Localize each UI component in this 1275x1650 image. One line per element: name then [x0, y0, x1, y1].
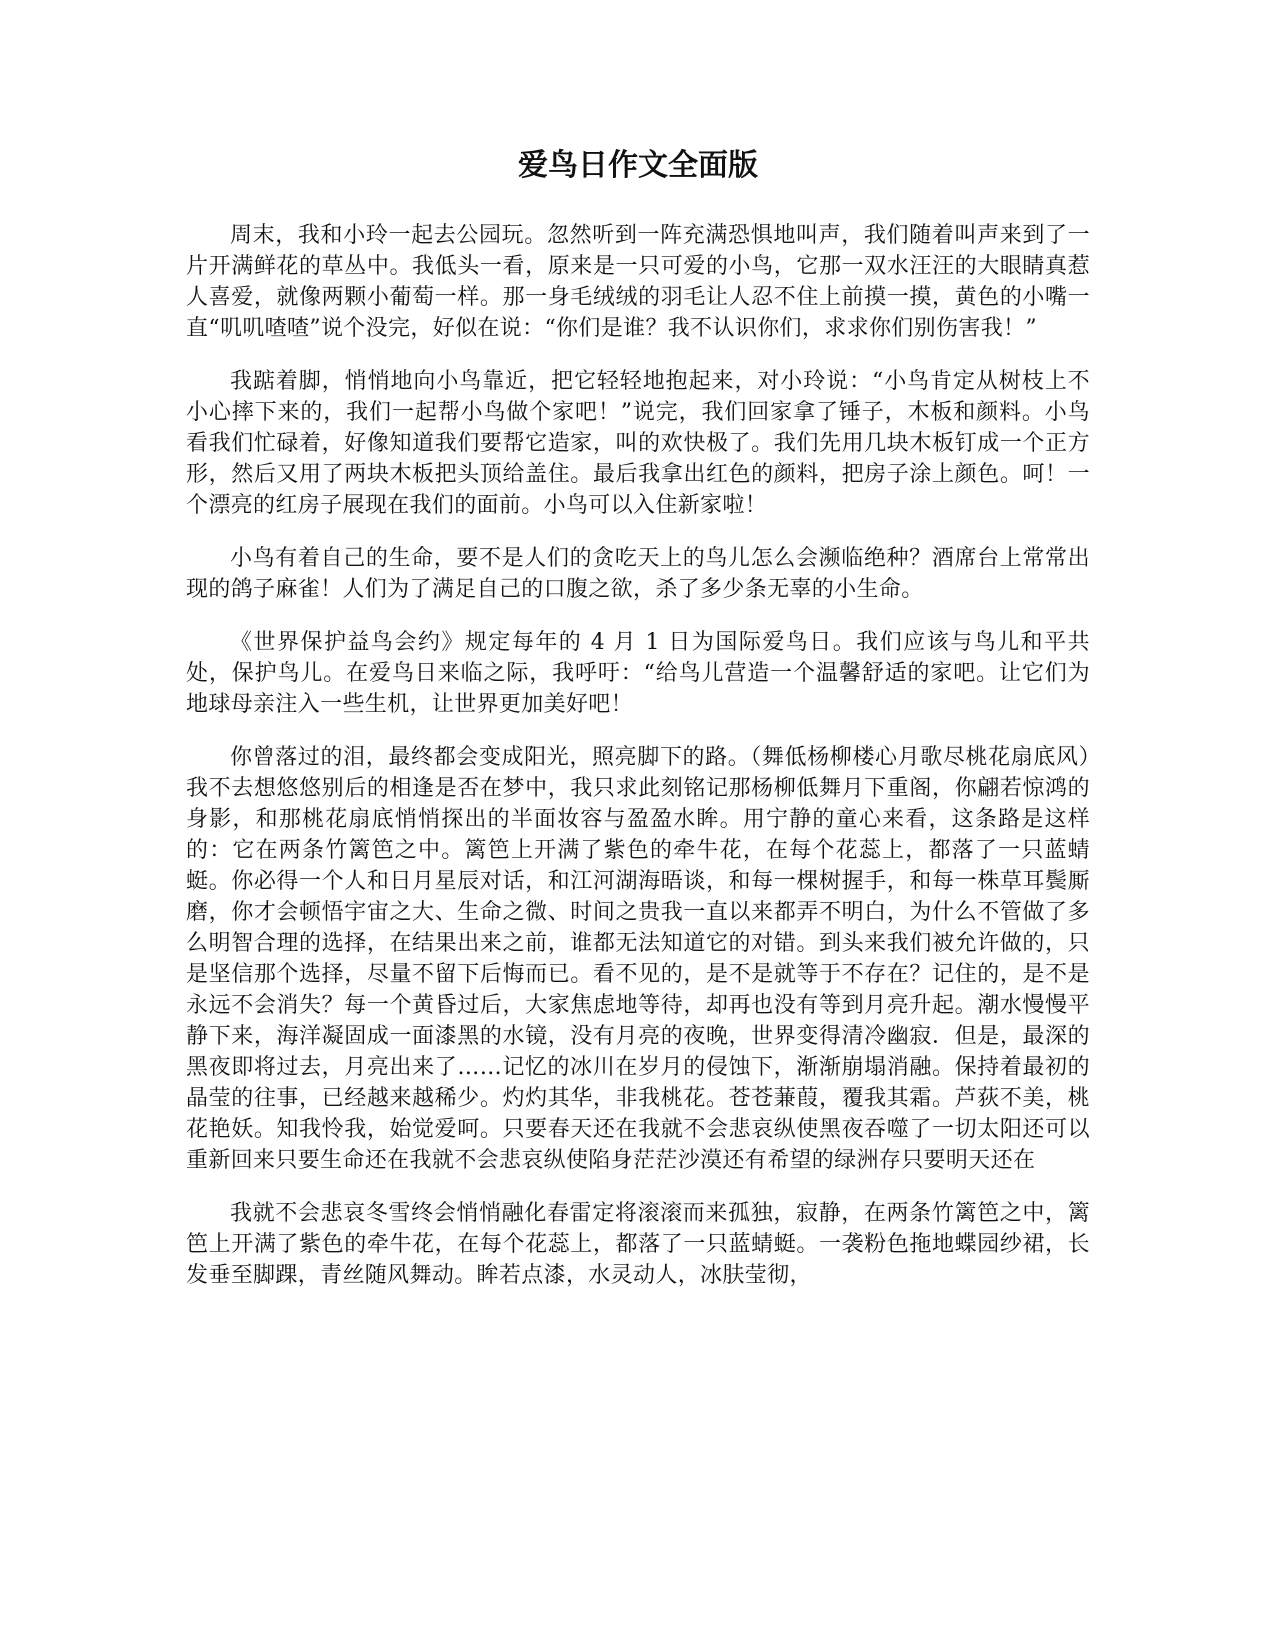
paragraph: 我踮着脚，悄悄地向小鸟靠近，把它轻轻地抱起来，对小玲说：“小鸟肯定从树枝上不小心摔下来的，我们一起帮小鸟做个家吧！”说完，我们回家拿了锤子，木板和颜料。小鸟看我们忙碌着，好像知道我们要帮它造家，叫的欢快极了。我们先用几块木板钉成一个正方形，然后又用了两块木板把头顶给盖住。最后我拿出红色的颜料，把房子涂上颜色。呵！一个漂亮的红房子展现在我们的面前。小鸟可以入住新家啦！: [186, 369, 1090, 518]
paragraph: 我就不会悲哀冬雪终会悄悄融化春雷定将滚滚而来孤独，寂静，在两条竹篱笆之中，篱笆上开满了紫色的牵牛花，在每个花蕊上，都落了一只蓝蜻蜓。一袭粉色拖地蝶园纱裙，长发垂至脚踝，青丝随风舞动。眸若点漆，水灵动人，冰肤莹彻，: [186, 1201, 1090, 1288]
document-page: [186, 138, 1090, 1313]
paragraph: 《世界保护益鸟会约》规定每年的 4 月 1 日为国际爱鸟日。我们应该与鸟儿和平共处，保护鸟儿。在爱鸟日来临之际，我呼吁：“给鸟儿营造一个温馨舒适的家吧。让它们为地球母亲注入一些生机，让世界更加美好吧！: [186, 630, 1090, 717]
document-title: 爱鸟日作文全面版: [518, 148, 758, 183]
paragraph: 周末，我和小玲一起去公园玩。忽然听到一阵充满恐惧地叫声，我们随着叫声来到了一片开满鲜花的草丛中。我低头一看，原来是一只可爱的小鸟，它那一双水汪汪的大眼睛真惹人喜爱，就像两颗小葡萄一样。那一身毛绒绒的羽毛让人忍不住上前摸一摸，黄色的小嘴一直“叽叽喳喳”说个没完，好似在说：“你们是谁？我不认识你们，求求你们别伤害我！”: [186, 223, 1090, 341]
paragraph: 小鸟有着自己的生命，要不是人们的贪吃天上的鸟儿怎么会濒临绝种？酒席台上常常出现的鸽子麻雀！人们为了满足自己的口腹之欲，杀了多少条无辜的小生命。: [186, 546, 1090, 602]
paragraph: 你曾落过的泪，最终都会变成阳光，照亮脚下的路。（舞低杨柳楼心月歌尽桃花扇底风）我不去想悠悠别后的相逢是否在梦中，我只求此刻铭记那杨柳低舞月下重阁，你翩若惊鸿的身影，和那桃花扇底悄悄探出的半面妆容与盈盈水眸。用宁静的童心来看，这条路是这样的：它在两条竹篱笆之中。篱笆上开满了紫色的牵牛花，在每个花蕊上，都落了一只蓝蜻蜓。你必得一个人和日月星辰对话，和江河湖海晤谈，和每一棵树握手，和每一株草耳鬓厮磨，你才会顿悟宇宙之大、生命之微、时间之贵我一直以来都弄不明白，为什么不管做了多么明智合理的选择，在结果出来之前，谁都无法知道它的对错。到头来我们被允许做的，只是坚信那个选择，尽量不留下后悔而已。看不见的，是不是就等于不存在？记住的，是不是永远不会消失？每一个黄昏过后，大家焦虑地等待，却再也没有等到月亮升起。潮水慢慢平静下来，海洋凝固成一面漆黑的水镜，没有月亮的夜晚，世界变得清冷幽寂．但是，最深的黑夜即将过去，月亮出来了……记忆的冰川在岁月的侵蚀下，渐渐崩塌消融。保持着最初的晶莹的往事，已经越来越稀少。灼灼其华，非我桃花。苍苍蒹葭，覆我其霜。芦荻不美，桃花艳妖。知我怜我，始觉爱呵。只要春天还在我就不会悲哀纵使黑夜吞噬了一切太阳还可以重新回来只要生命还在我就不会悲哀纵使陷身茫茫沙漠还有希望的绿洲存只要明天还在: [186, 745, 1090, 1173]
